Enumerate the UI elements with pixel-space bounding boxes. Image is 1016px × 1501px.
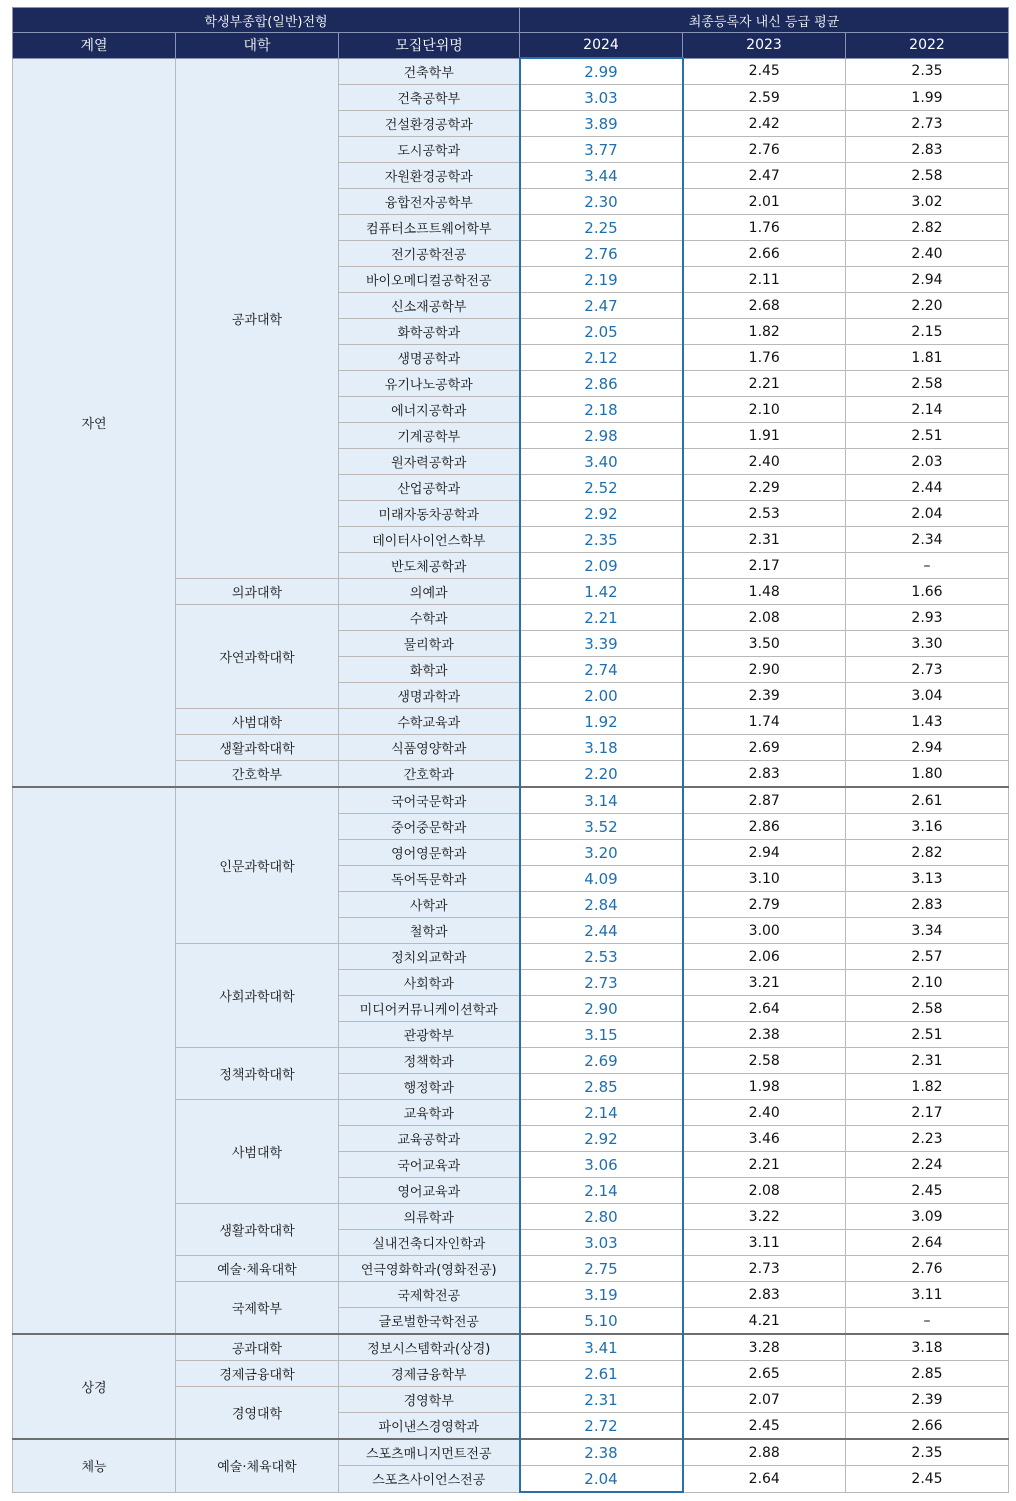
grade-2022-cell: 2.61 bbox=[846, 787, 1009, 814]
grade-2022-cell: 1.80 bbox=[846, 761, 1009, 788]
grade-2024-cell: 4.09 bbox=[520, 866, 683, 892]
department-cell: 정책학과 bbox=[339, 1048, 520, 1074]
grade-2022-cell: 3.16 bbox=[846, 814, 1009, 840]
grade-2023-cell: 2.06 bbox=[683, 944, 846, 970]
department-cell: 생명공학과 bbox=[339, 345, 520, 371]
grade-2024-cell: 3.40 bbox=[520, 449, 683, 475]
grade-2023-cell: 2.42 bbox=[683, 111, 846, 137]
grade-2022-cell: 2.15 bbox=[846, 319, 1009, 345]
grade-2022-cell: 2.39 bbox=[846, 1387, 1009, 1413]
department-cell: 스포츠사이언스전공 bbox=[339, 1466, 520, 1493]
grade-2024-cell: 2.31 bbox=[520, 1387, 683, 1413]
grade-2024-cell: 3.03 bbox=[520, 85, 683, 111]
grade-2022-cell: 2.34 bbox=[846, 527, 1009, 553]
grade-2024-cell: 2.04 bbox=[520, 1466, 683, 1493]
grade-2022-cell: 1.43 bbox=[846, 709, 1009, 735]
grade-2023-cell: 2.38 bbox=[683, 1022, 846, 1048]
grade-2023-cell: 2.79 bbox=[683, 892, 846, 918]
grade-2024-cell: 2.05 bbox=[520, 319, 683, 345]
department-cell: 실내건축디자인학과 bbox=[339, 1230, 520, 1256]
grade-2023-cell: 2.40 bbox=[683, 1100, 846, 1126]
grade-2024-cell: 2.38 bbox=[520, 1439, 683, 1466]
grade-2022-cell: 3.13 bbox=[846, 866, 1009, 892]
department-cell: 화학공학과 bbox=[339, 319, 520, 345]
college-cell: 사회과학대학 bbox=[176, 944, 339, 1048]
grade-2022-cell: – bbox=[846, 553, 1009, 579]
department-cell: 경영학부 bbox=[339, 1387, 520, 1413]
grade-2023-cell: 2.08 bbox=[683, 605, 846, 631]
grade-2024-cell: 2.84 bbox=[520, 892, 683, 918]
header-row-groups bbox=[13, 8, 1009, 33]
department-cell: 관광학부 bbox=[339, 1022, 520, 1048]
grade-2023-cell: 1.82 bbox=[683, 319, 846, 345]
department-cell: 국제학전공 bbox=[339, 1282, 520, 1308]
department-cell: 데이터사이언스학부 bbox=[339, 527, 520, 553]
grade-2022-cell: 2.58 bbox=[846, 163, 1009, 189]
grade-2022-cell: – bbox=[846, 1308, 1009, 1335]
grade-2024-cell: 2.72 bbox=[520, 1413, 683, 1440]
department-cell: 행정학과 bbox=[339, 1074, 520, 1100]
department-cell: 영어교육과 bbox=[339, 1178, 520, 1204]
college-cell: 경영대학 bbox=[176, 1387, 339, 1440]
grade-2022-cell: 2.73 bbox=[846, 111, 1009, 137]
grade-2024-cell: 3.20 bbox=[520, 840, 683, 866]
grade-2023-cell: 2.76 bbox=[683, 137, 846, 163]
grade-2024-cell: 2.47 bbox=[520, 293, 683, 319]
grade-2024-cell: 2.09 bbox=[520, 553, 683, 579]
grade-2023-cell: 2.94 bbox=[683, 840, 846, 866]
department-cell: 수학교육과 bbox=[339, 709, 520, 735]
department-cell: 경제금융학부 bbox=[339, 1361, 520, 1387]
grade-2023-cell: 2.17 bbox=[683, 553, 846, 579]
department-cell: 융합전자공학부 bbox=[339, 189, 520, 215]
grade-2024-cell: 3.89 bbox=[520, 111, 683, 137]
grade-2022-cell: 2.35 bbox=[846, 1439, 1009, 1466]
department-cell: 기계공학부 bbox=[339, 423, 520, 449]
department-cell: 교육학과 bbox=[339, 1100, 520, 1126]
grade-2022-cell: 1.82 bbox=[846, 1074, 1009, 1100]
grade-2024-cell: 2.12 bbox=[520, 345, 683, 371]
department-cell: 사회학과 bbox=[339, 970, 520, 996]
grade-2023-cell: 3.28 bbox=[683, 1334, 846, 1361]
grade-2022-cell: 2.20 bbox=[846, 293, 1009, 319]
grade-2024-cell: 2.80 bbox=[520, 1204, 683, 1230]
department-cell: 국어교육과 bbox=[339, 1152, 520, 1178]
admission-grade-table bbox=[12, 7, 1009, 1493]
grade-2023-cell: 1.76 bbox=[683, 345, 846, 371]
grade-2024-cell: 2.85 bbox=[520, 1074, 683, 1100]
grade-2024-cell: 2.74 bbox=[520, 657, 683, 683]
header-col-college: 대학 bbox=[176, 33, 339, 59]
department-cell: 수학과 bbox=[339, 605, 520, 631]
department-cell: 파이낸스경영학과 bbox=[339, 1413, 520, 1440]
grade-2023-cell: 3.22 bbox=[683, 1204, 846, 1230]
grade-2022-cell: 1.99 bbox=[846, 85, 1009, 111]
college-cell: 공과대학 bbox=[176, 1334, 339, 1361]
grade-2024-cell: 2.18 bbox=[520, 397, 683, 423]
department-cell: 전기공학전공 bbox=[339, 241, 520, 267]
grade-2023-cell: 3.11 bbox=[683, 1230, 846, 1256]
department-cell: 영어영문학과 bbox=[339, 840, 520, 866]
grade-2022-cell: 3.04 bbox=[846, 683, 1009, 709]
grade-2024-cell: 2.14 bbox=[520, 1100, 683, 1126]
grade-2023-cell: 2.83 bbox=[683, 761, 846, 788]
grade-2024-cell: 3.03 bbox=[520, 1230, 683, 1256]
grade-2024-cell: 2.61 bbox=[520, 1361, 683, 1387]
grade-2023-cell: 2.40 bbox=[683, 449, 846, 475]
header-admission-type: 학생부종합(일반)전형 bbox=[13, 8, 520, 33]
grade-2023-cell: 2.31 bbox=[683, 527, 846, 553]
department-cell: 건축공학부 bbox=[339, 85, 520, 111]
department-cell: 유기나노공학과 bbox=[339, 371, 520, 397]
grade-2023-cell: 1.74 bbox=[683, 709, 846, 735]
table-row bbox=[13, 1439, 1009, 1466]
grade-2022-cell: 2.24 bbox=[846, 1152, 1009, 1178]
department-cell: 중어중문학과 bbox=[339, 814, 520, 840]
grade-2022-cell: 2.51 bbox=[846, 1022, 1009, 1048]
header-col-track: 계열 bbox=[13, 33, 176, 59]
department-cell: 화학과 bbox=[339, 657, 520, 683]
grade-2024-cell: 2.98 bbox=[520, 423, 683, 449]
grade-2023-cell: 2.90 bbox=[683, 657, 846, 683]
college-cell: 사범대학 bbox=[176, 709, 339, 735]
track-cell: 자연 bbox=[13, 58, 176, 787]
grade-2024-cell: 2.21 bbox=[520, 605, 683, 631]
table-row bbox=[13, 1334, 1009, 1361]
grade-2022-cell: 2.58 bbox=[846, 996, 1009, 1022]
department-cell: 간호학과 bbox=[339, 761, 520, 788]
header-col-2024: 2024 bbox=[520, 33, 683, 59]
grade-2022-cell: 3.09 bbox=[846, 1204, 1009, 1230]
department-cell: 의예과 bbox=[339, 579, 520, 605]
department-cell: 독어독문학과 bbox=[339, 866, 520, 892]
grade-2024-cell: 5.10 bbox=[520, 1308, 683, 1335]
college-cell: 생활과학대학 bbox=[176, 1204, 339, 1256]
grade-2022-cell: 3.30 bbox=[846, 631, 1009, 657]
department-cell: 바이오메디컬공학전공 bbox=[339, 267, 520, 293]
college-cell: 자연과학대학 bbox=[176, 605, 339, 709]
grade-2023-cell: 2.39 bbox=[683, 683, 846, 709]
grade-2023-cell: 1.76 bbox=[683, 215, 846, 241]
grade-2022-cell: 2.44 bbox=[846, 475, 1009, 501]
grade-2022-cell: 2.93 bbox=[846, 605, 1009, 631]
grade-2022-cell: 2.17 bbox=[846, 1100, 1009, 1126]
grade-2024-cell: 3.39 bbox=[520, 631, 683, 657]
grade-2024-cell: 2.52 bbox=[520, 475, 683, 501]
header-col-2023: 2023 bbox=[683, 33, 846, 59]
grade-2022-cell: 2.82 bbox=[846, 840, 1009, 866]
department-cell: 식품영양학과 bbox=[339, 735, 520, 761]
grade-2023-cell: 2.64 bbox=[683, 1466, 846, 1493]
grade-2024-cell: 2.00 bbox=[520, 683, 683, 709]
grade-2022-cell: 2.51 bbox=[846, 423, 1009, 449]
grade-2024-cell: 2.53 bbox=[520, 944, 683, 970]
grade-2024-cell: 2.25 bbox=[520, 215, 683, 241]
department-cell: 신소재공학부 bbox=[339, 293, 520, 319]
college-cell: 예술·체육대학 bbox=[176, 1256, 339, 1282]
grade-2023-cell: 2.87 bbox=[683, 787, 846, 814]
grade-2022-cell: 2.85 bbox=[846, 1361, 1009, 1387]
grade-2022-cell: 2.23 bbox=[846, 1126, 1009, 1152]
grade-2023-cell: 2.01 bbox=[683, 189, 846, 215]
grade-2022-cell: 2.73 bbox=[846, 657, 1009, 683]
grade-2022-cell: 2.57 bbox=[846, 944, 1009, 970]
department-cell: 반도체공학과 bbox=[339, 553, 520, 579]
college-cell: 경제금융대학 bbox=[176, 1361, 339, 1387]
department-cell: 국어국문학과 bbox=[339, 787, 520, 814]
department-cell: 교육공학과 bbox=[339, 1126, 520, 1152]
grade-2023-cell: 2.07 bbox=[683, 1387, 846, 1413]
grade-2023-cell: 2.68 bbox=[683, 293, 846, 319]
track-cell bbox=[13, 787, 176, 1334]
grade-2023-cell: 1.48 bbox=[683, 579, 846, 605]
table-row bbox=[13, 787, 1009, 814]
department-cell: 미디어커뮤니케이션학과 bbox=[339, 996, 520, 1022]
grade-2024-cell: 2.44 bbox=[520, 918, 683, 944]
grade-2022-cell: 2.94 bbox=[846, 735, 1009, 761]
header-row-columns bbox=[13, 33, 1009, 59]
grade-2023-cell: 2.66 bbox=[683, 241, 846, 267]
grade-2023-cell: 3.21 bbox=[683, 970, 846, 996]
grade-2022-cell: 2.94 bbox=[846, 267, 1009, 293]
grade-2023-cell: 2.08 bbox=[683, 1178, 846, 1204]
department-cell: 건설환경공학과 bbox=[339, 111, 520, 137]
grade-2024-cell: 1.42 bbox=[520, 579, 683, 605]
grade-2024-cell: 3.06 bbox=[520, 1152, 683, 1178]
grade-2022-cell: 2.83 bbox=[846, 892, 1009, 918]
grade-2024-cell: 3.41 bbox=[520, 1334, 683, 1361]
department-cell: 자원환경공학과 bbox=[339, 163, 520, 189]
grade-2023-cell: 2.45 bbox=[683, 1413, 846, 1440]
department-cell: 사학과 bbox=[339, 892, 520, 918]
grade-2024-cell: 2.75 bbox=[520, 1256, 683, 1282]
grade-2022-cell: 2.76 bbox=[846, 1256, 1009, 1282]
college-cell: 의과대학 bbox=[176, 579, 339, 605]
grade-2024-cell: 2.92 bbox=[520, 501, 683, 527]
grade-2023-cell: 2.64 bbox=[683, 996, 846, 1022]
grade-2023-cell: 2.53 bbox=[683, 501, 846, 527]
college-cell: 사범대학 bbox=[176, 1100, 339, 1204]
grade-2023-cell: 3.50 bbox=[683, 631, 846, 657]
department-cell: 물리학과 bbox=[339, 631, 520, 657]
grade-2023-cell: 2.73 bbox=[683, 1256, 846, 1282]
grade-2024-cell: 2.14 bbox=[520, 1178, 683, 1204]
grade-2022-cell: 3.02 bbox=[846, 189, 1009, 215]
department-cell: 생명과학과 bbox=[339, 683, 520, 709]
grade-2024-cell: 3.44 bbox=[520, 163, 683, 189]
grade-2024-cell: 2.99 bbox=[520, 58, 683, 85]
admission-grade-table-container bbox=[12, 7, 1009, 1493]
department-cell: 도시공학과 bbox=[339, 137, 520, 163]
department-cell: 글로벌한국학전공 bbox=[339, 1308, 520, 1335]
grade-2022-cell: 2.66 bbox=[846, 1413, 1009, 1440]
department-cell: 연극영화학과(영화전공) bbox=[339, 1256, 520, 1282]
grade-2023-cell: 2.83 bbox=[683, 1282, 846, 1308]
grade-2024-cell: 2.76 bbox=[520, 241, 683, 267]
grade-2023-cell: 2.11 bbox=[683, 267, 846, 293]
grade-2023-cell: 3.46 bbox=[683, 1126, 846, 1152]
grade-2022-cell: 2.64 bbox=[846, 1230, 1009, 1256]
college-cell: 간호학부 bbox=[176, 761, 339, 788]
table-body bbox=[13, 58, 1009, 1492]
grade-2023-cell: 2.21 bbox=[683, 371, 846, 397]
track-cell: 체능 bbox=[13, 1439, 176, 1492]
table-row bbox=[13, 58, 1009, 85]
department-cell: 원자력공학과 bbox=[339, 449, 520, 475]
grade-2023-cell: 1.91 bbox=[683, 423, 846, 449]
grade-2024-cell: 2.20 bbox=[520, 761, 683, 788]
track-cell: 상경 bbox=[13, 1334, 176, 1439]
department-cell: 철학과 bbox=[339, 918, 520, 944]
grade-2022-cell: 2.45 bbox=[846, 1466, 1009, 1493]
grade-2023-cell: 2.88 bbox=[683, 1439, 846, 1466]
grade-2023-cell: 2.86 bbox=[683, 814, 846, 840]
department-cell: 미래자동차공학과 bbox=[339, 501, 520, 527]
grade-2022-cell: 1.66 bbox=[846, 579, 1009, 605]
grade-2024-cell: 2.92 bbox=[520, 1126, 683, 1152]
grade-2023-cell: 2.65 bbox=[683, 1361, 846, 1387]
department-cell: 컴퓨터소프트웨어학부 bbox=[339, 215, 520, 241]
grade-2023-cell: 2.59 bbox=[683, 85, 846, 111]
grade-2023-cell: 2.29 bbox=[683, 475, 846, 501]
grade-2023-cell: 2.47 bbox=[683, 163, 846, 189]
grade-2022-cell: 1.81 bbox=[846, 345, 1009, 371]
grade-2024-cell: 3.14 bbox=[520, 787, 683, 814]
grade-2023-cell: 2.45 bbox=[683, 58, 846, 85]
grade-2024-cell: 2.90 bbox=[520, 996, 683, 1022]
grade-2022-cell: 2.10 bbox=[846, 970, 1009, 996]
grade-2023-cell: 4.21 bbox=[683, 1308, 846, 1335]
grade-2022-cell: 2.14 bbox=[846, 397, 1009, 423]
grade-2024-cell: 3.77 bbox=[520, 137, 683, 163]
grade-2024-cell: 3.15 bbox=[520, 1022, 683, 1048]
grade-2022-cell: 2.82 bbox=[846, 215, 1009, 241]
header-col-department: 모집단위명 bbox=[339, 33, 520, 59]
grade-2022-cell: 2.04 bbox=[846, 501, 1009, 527]
grade-2022-cell: 2.40 bbox=[846, 241, 1009, 267]
grade-2024-cell: 3.52 bbox=[520, 814, 683, 840]
college-cell: 정책과학대학 bbox=[176, 1048, 339, 1100]
grade-2024-cell: 2.19 bbox=[520, 267, 683, 293]
grade-2023-cell: 2.58 bbox=[683, 1048, 846, 1074]
college-cell: 인문과학대학 bbox=[176, 787, 339, 944]
department-cell: 건축학부 bbox=[339, 58, 520, 85]
college-cell: 공과대학 bbox=[176, 58, 339, 579]
header-grade-average: 최종등록자 내신 등급 평균 bbox=[520, 8, 1009, 33]
grade-2024-cell: 2.69 bbox=[520, 1048, 683, 1074]
department-cell: 산업공학과 bbox=[339, 475, 520, 501]
grade-2022-cell: 3.34 bbox=[846, 918, 1009, 944]
grade-2024-cell: 2.86 bbox=[520, 371, 683, 397]
grade-2022-cell: 2.03 bbox=[846, 449, 1009, 475]
department-cell: 스포츠매니지먼트전공 bbox=[339, 1439, 520, 1466]
grade-2024-cell: 3.19 bbox=[520, 1282, 683, 1308]
grade-2022-cell: 2.58 bbox=[846, 371, 1009, 397]
department-cell: 의류학과 bbox=[339, 1204, 520, 1230]
header-col-2022: 2022 bbox=[846, 33, 1009, 59]
grade-2023-cell: 2.10 bbox=[683, 397, 846, 423]
grade-2022-cell: 2.83 bbox=[846, 137, 1009, 163]
college-cell: 국제학부 bbox=[176, 1282, 339, 1335]
college-cell: 생활과학대학 bbox=[176, 735, 339, 761]
grade-2022-cell: 3.11 bbox=[846, 1282, 1009, 1308]
grade-2022-cell: 3.18 bbox=[846, 1334, 1009, 1361]
college-cell: 예술·체육대학 bbox=[176, 1439, 339, 1492]
grade-2023-cell: 2.21 bbox=[683, 1152, 846, 1178]
grade-2024-cell: 2.35 bbox=[520, 527, 683, 553]
grade-2023-cell: 1.98 bbox=[683, 1074, 846, 1100]
department-cell: 에너지공학과 bbox=[339, 397, 520, 423]
grade-2022-cell: 2.31 bbox=[846, 1048, 1009, 1074]
grade-2022-cell: 2.45 bbox=[846, 1178, 1009, 1204]
grade-2024-cell: 1.92 bbox=[520, 709, 683, 735]
grade-2022-cell: 2.35 bbox=[846, 58, 1009, 85]
grade-2024-cell: 2.30 bbox=[520, 189, 683, 215]
grade-2024-cell: 2.73 bbox=[520, 970, 683, 996]
grade-2024-cell: 3.18 bbox=[520, 735, 683, 761]
grade-2023-cell: 2.69 bbox=[683, 735, 846, 761]
department-cell: 정보시스템학과(상경) bbox=[339, 1334, 520, 1361]
grade-2023-cell: 3.10 bbox=[683, 866, 846, 892]
grade-2023-cell: 3.00 bbox=[683, 918, 846, 944]
department-cell: 정치외교학과 bbox=[339, 944, 520, 970]
